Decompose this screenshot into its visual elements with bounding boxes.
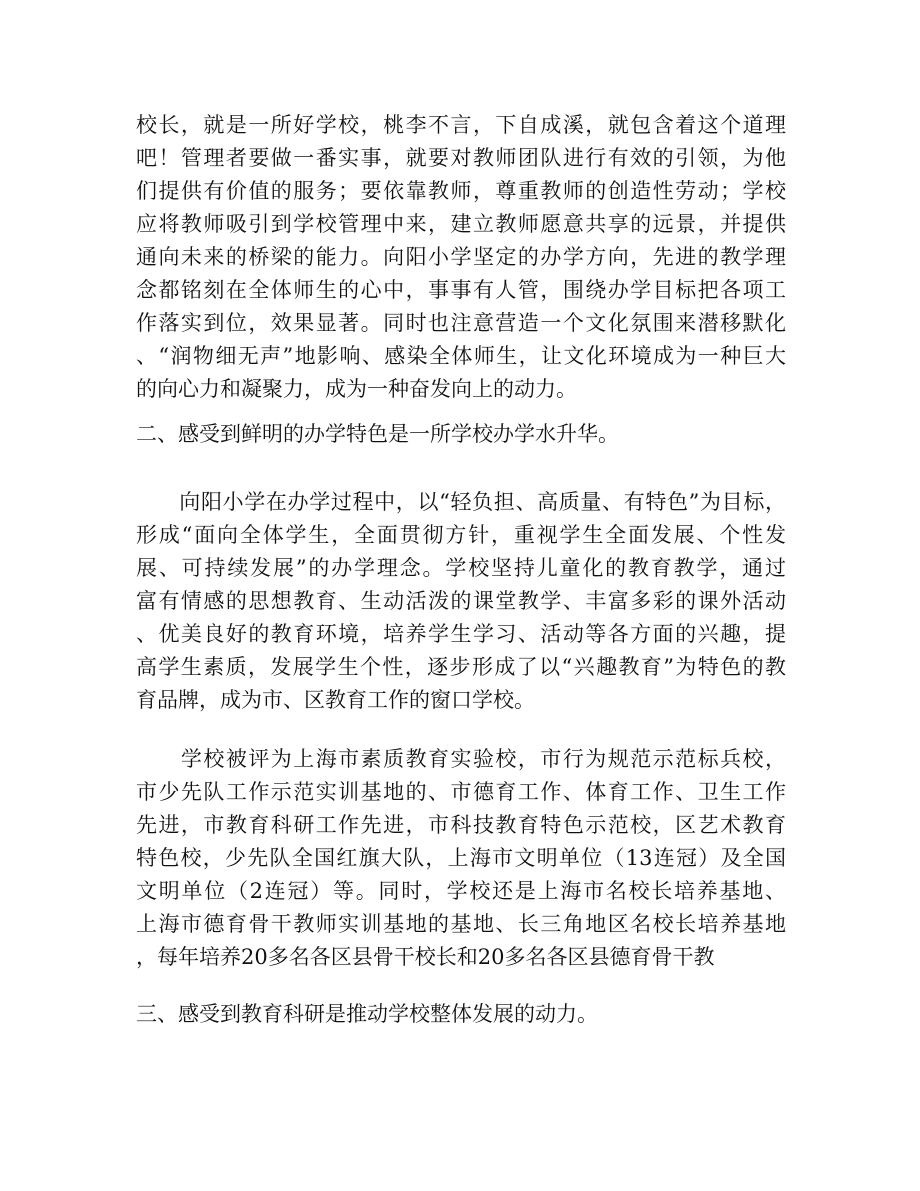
paragraph-2-line: 、优美良好的教育环境，培养学生学习、活动等各方面的兴趣，提 [136,622,786,646]
paragraph-3-line: 上海市德育骨干教师实训基地的基地、长三角地区名校长培养基地 [136,912,786,936]
paragraph-3-line: 学校被评为上海市素质教育实验校，市行为规范示范标兵校， [136,747,786,771]
paragraph-1-line: 作落实到位，效果显著。同时也注意营造一个文化氛围来潜移默化 [136,311,786,335]
paragraph-1-line: 校长，就是一所好学校，桃李不言，下自成溪，就包含着这个道理 [136,113,786,137]
paragraph-1-line: 、“润物细无声”地影响、感染全体师生，让文化环境成为一种巨大 [136,344,786,368]
paragraph-2-line: 育品牌，成为市、区教育工作的窗口学校。 [136,688,535,712]
paragraph-3-line: 先进，市教育科研工作先进，市科技教育特色示范校，区艺术教育 [136,813,786,837]
paragraph-3-line: ，每年培养20多名各区县骨干校长和20多名各区县德育骨干教 [136,945,715,969]
paragraph-1-line: 通向未来的桥梁的能力。向阳小学坚定的办学方向，先进的教学理 [136,245,786,269]
paragraph-2-line: 展、可持续发展”的办学理念。学校坚持儿童化的教育教学，通过 [136,556,786,580]
paragraph-3-line: 市少先队工作示范实训基地的、市德育工作、体育工作、卫生工作 [136,780,786,804]
paragraph-2 [136,486,786,717]
paragraph-3-line: 文明单位（2连冠）等。同时，学校还是上海市名校长培养基地、 [136,879,786,903]
section-heading-3: 三、感受到教育科研是推动学校整体发展的动力。 [136,1002,598,1026]
paragraph-2-line: 高学生素质，发展学生个性，逐步形成了以“兴趣教育”为特色的教 [136,655,786,679]
paragraph-2-line: 富有情感的思想教育、生动活泼的课堂教学、丰富多彩的课外活动 [136,589,786,613]
paragraph-2-line: 向阳小学在办学过程中，以“轻负担、高质量、有特色”为目标， [136,490,786,514]
paragraph-3-line: 特色校，少先队全国红旗大队，上海市文明单位（13连冠）及全国 [136,846,786,870]
paragraph-1-line: 们提供有价值的服务；要依靠教师，尊重教师的创造性劳动；学校 [136,179,786,203]
section-heading-2: 二、感受到鲜明的办学特色是一所学校办学水升华。 [136,422,619,446]
paragraph-1 [136,109,786,406]
paragraph-1-line: 吧！管理者要做一番实事，就要对教师团队进行有效的引领，为他 [136,146,786,170]
paragraph-1-line: 念都铭刻在全体师生的心中，事事有人管，围绕办学目标把各项工 [136,278,786,302]
paragraph-1-line: 的向心力和凝聚力，成为一种奋发向上的动力。 [136,377,577,401]
paragraph-2-line: 形成“面向全体学生，全面贯彻方针，重视学生全面发展、个性发 [136,523,786,547]
paragraph-1-line: 应将教师吸引到学校管理中来，建立教师愿意共享的远景，并提供 [136,212,786,236]
paragraph-3 [136,743,786,974]
